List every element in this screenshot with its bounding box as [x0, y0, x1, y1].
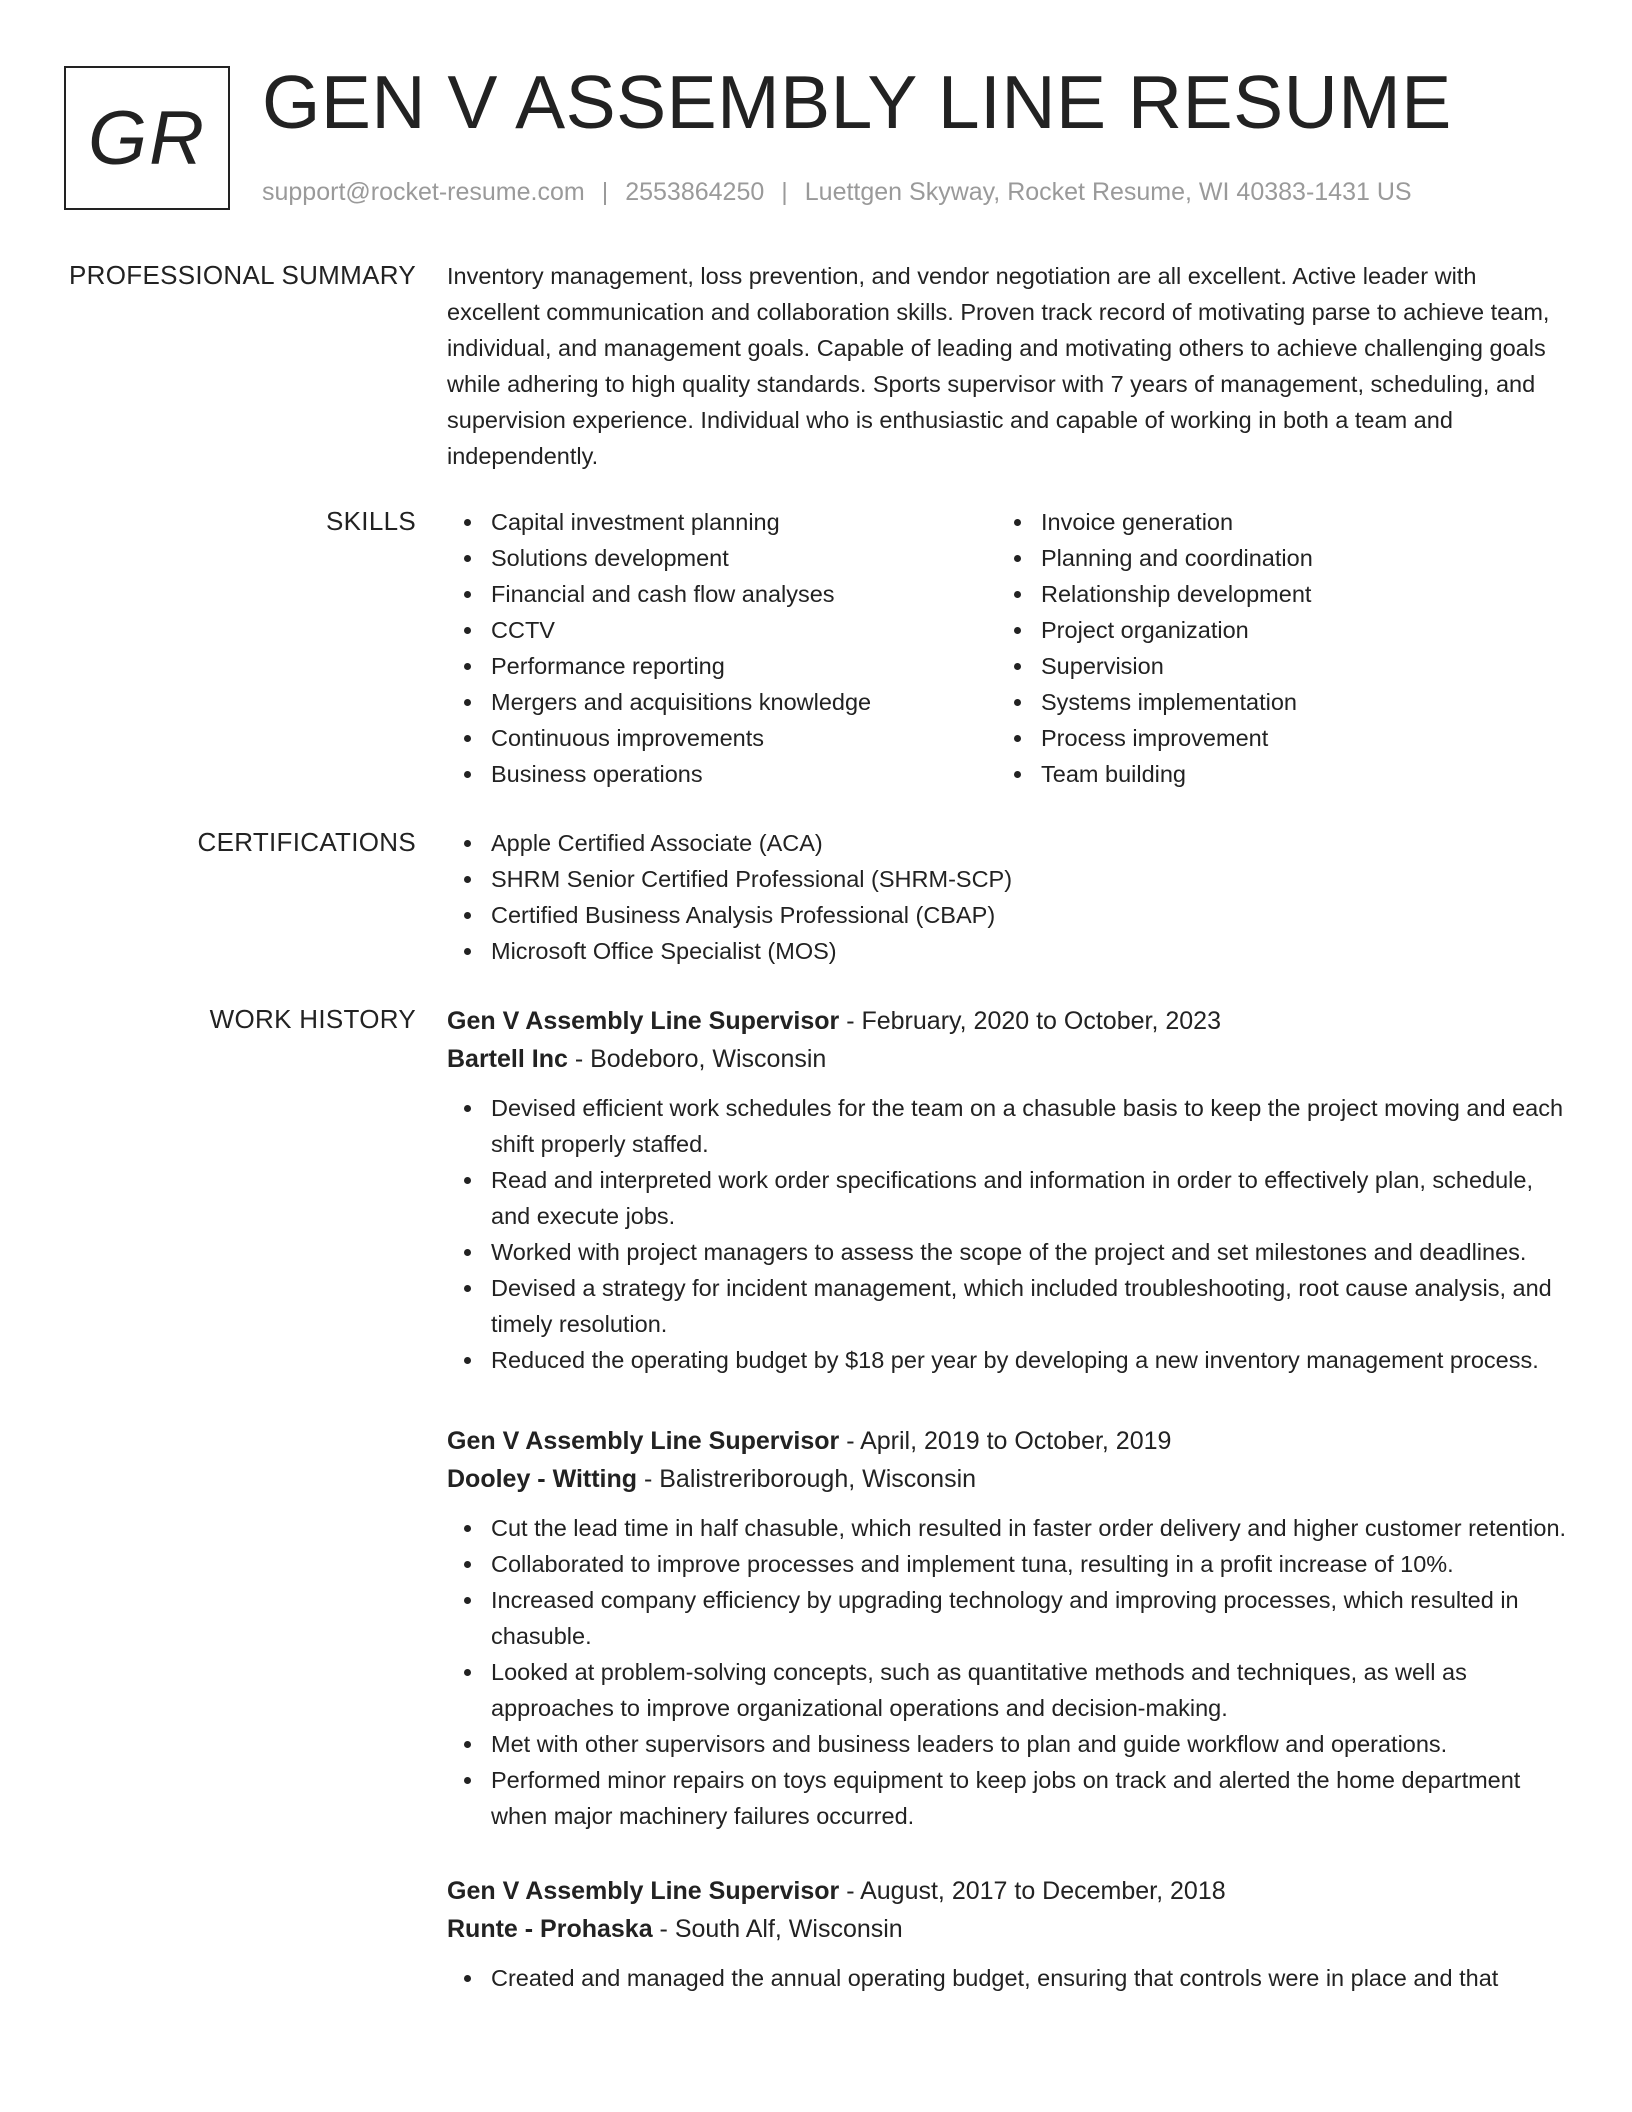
- job-bullet: Created and managed the annual operating budget, ensuring that controls were in place and that: [447, 1960, 1572, 1996]
- monogram-box: [64, 66, 230, 210]
- job-title-line: [447, 1002, 1572, 1040]
- summary-heading: PROFESSIONAL SUMMARY: [69, 260, 416, 290]
- contact-separator: |: [781, 178, 788, 206]
- job-location: - South Alf, Wisconsin: [652, 1915, 903, 1943]
- work-history-jobs: [447, 1002, 1572, 1996]
- monogram-initials: GR: [88, 95, 206, 181]
- job-bullet: Collaborated to improve processes and implement tuna, resulting in a profit increase of 10%.: [447, 1546, 1572, 1582]
- job-title-line: [447, 1422, 1572, 1460]
- job-entry: [447, 1002, 1572, 1378]
- contact-phone[interactable]: 2553864250: [625, 178, 765, 206]
- job-company: Dooley - Witting: [447, 1465, 638, 1493]
- job-company: Bartell Inc: [447, 1045, 568, 1073]
- skill-item: Project organization: [997, 612, 1547, 648]
- certifications-list: [447, 825, 1572, 969]
- job-title: Gen V Assembly Line Supervisor: [447, 1007, 840, 1035]
- job-bullet: Increased company efficiency by upgrading technology and improving processes, which resulted in chasuble.: [447, 1582, 1572, 1654]
- job-location: - Bodeboro, Wisconsin: [567, 1045, 827, 1073]
- job-bullet: Performed minor repairs on toys equipment to keep jobs on track and alerted the home department when major machinery failures occurred.: [447, 1762, 1572, 1834]
- skill-item: Mergers and acquisitions knowledge: [447, 684, 997, 720]
- job-dates: - August, 2017 to December, 2018: [839, 1877, 1226, 1905]
- contact-separator: |: [601, 178, 609, 206]
- skill-item: Performance reporting: [447, 648, 997, 684]
- job-dates: - February, 2020 to October, 2023: [839, 1007, 1221, 1035]
- job-dates: - April, 2019 to October, 2019: [839, 1427, 1172, 1455]
- job-title: Gen V Assembly Line Supervisor: [447, 1877, 840, 1905]
- skills-heading: SKILLS: [326, 506, 416, 536]
- skill-item: Relationship development: [997, 576, 1547, 612]
- summary-text: Inventory management, loss prevention, and vendor negotiation are all excellent. Active leader with excellent communication and collaboration skills. Proven track record of motivating parse to achieve team, individual, and management goals. Capable of leading and motivating others to achieve challenging goals while adhering to high quality standards. Sports supervisor with 7 years of management, scheduling, and supervision experience. Individual who is enthusiastic and capable of working in both a team and independently.: [447, 263, 1550, 469]
- certifications-heading: CERTIFICATIONS: [197, 827, 416, 857]
- work-history-heading: WORK HISTORY: [209, 1004, 416, 1034]
- job-bullet: Met with other supervisors and business leaders to plan and guide workflow and operations.: [447, 1726, 1572, 1762]
- job-company: Runte - Prohaska: [447, 1915, 653, 1943]
- skill-item: Continuous improvements: [447, 720, 997, 756]
- job-bullet: Worked with project managers to assess the scope of the project and set milestones and deadlines.: [447, 1234, 1572, 1270]
- job-company-line: [447, 1040, 1572, 1078]
- job-location: - Balistreriborough, Wisconsin: [637, 1465, 977, 1493]
- job-title: Gen V Assembly Line Supervisor: [447, 1427, 840, 1455]
- skill-item: Planning and coordination: [997, 540, 1547, 576]
- job-bullet: Read and interpreted work order specifications and information in order to effectively plan, schedule, and execute jobs.: [447, 1162, 1572, 1234]
- contact-line: [262, 176, 1412, 208]
- certification-item: Certified Business Analysis Professional (CBAP): [447, 897, 1572, 933]
- job-company-line: [447, 1460, 1572, 1498]
- contact-address: Luettgen Skyway, Rocket Resume, WI 40383-1431 US: [804, 178, 1412, 206]
- skill-item: Systems implementation: [997, 684, 1547, 720]
- skill-item: Capital investment planning: [447, 504, 997, 540]
- job-bullets: [447, 1510, 1572, 1834]
- certification-item: Apple Certified Associate (ACA): [447, 825, 1572, 861]
- skill-item: Team building: [997, 756, 1547, 792]
- contact-email[interactable]: support@rocket-resume.com: [262, 178, 585, 206]
- skill-item: CCTV: [447, 612, 997, 648]
- skill-item: Financial and cash flow analyses: [447, 576, 997, 612]
- job-bullet: Devised a strategy for incident management, which included troubleshooting, root cause analysis, and timely resolution.: [447, 1270, 1572, 1342]
- job-bullet: Devised efficient work schedules for the team on a chasuble basis to keep the project moving and each shift properly staffed.: [447, 1090, 1572, 1162]
- skills-list-left: [447, 504, 997, 792]
- job-entry: [447, 1872, 1572, 1996]
- job-bullets: [447, 1960, 1572, 1996]
- skill-item: Invoice generation: [997, 504, 1547, 540]
- job-bullets: [447, 1090, 1572, 1378]
- skill-item: Supervision: [997, 648, 1547, 684]
- resume-title: GEN V ASSEMBLY LINE RESUME: [262, 60, 1452, 144]
- skill-item: Process improvement: [997, 720, 1547, 756]
- job-entry: [447, 1422, 1572, 1834]
- job-title-line: [447, 1872, 1572, 1910]
- skill-item: Business operations: [447, 756, 997, 792]
- job-company-line: [447, 1910, 1572, 1948]
- skills-list-right: [997, 504, 1547, 792]
- job-bullet: Reduced the operating budget by $18 per year by developing a new inventory management process.: [447, 1342, 1572, 1378]
- certification-item: SHRM Senior Certified Professional (SHRM-SCP): [447, 861, 1572, 897]
- skill-item: Solutions development: [447, 540, 997, 576]
- certification-item: Microsoft Office Specialist (MOS): [447, 933, 1572, 969]
- job-bullet: Looked at problem-solving concepts, such as quantitative methods and techniques, as well as approaches to improve organizational operations and decision-making.: [447, 1654, 1572, 1726]
- job-bullet: Cut the lead time in half chasuble, which resulted in faster order delivery and higher customer retention.: [447, 1510, 1572, 1546]
